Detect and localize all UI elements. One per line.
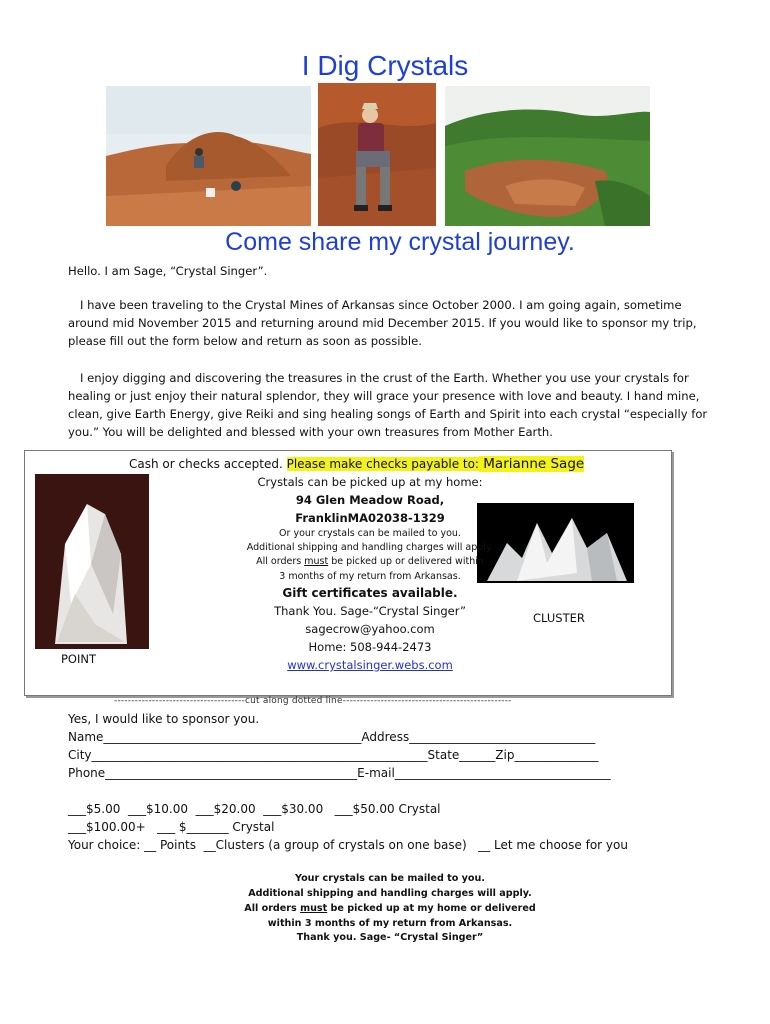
footer-line4: within 3 months of my return from Arkansas. (267, 918, 513, 929)
mail-line4: 3 months of my return from Arkansas. (279, 571, 461, 582)
greeting-text: Hello. I am Sage, “Crystal Singer”. (68, 264, 268, 278)
cash-text: Cash or checks accepted. (129, 457, 283, 471)
mail-line3: All orders must be picked up or delivered within (256, 556, 484, 567)
sage-portrait-photo (318, 83, 436, 226)
payment-line (129, 456, 584, 472)
form-name-address-line[interactable]: Name___________________________________________Address_______________________________ (68, 730, 596, 744)
mail-line1: Or your crystals can be mailed to you. (279, 528, 461, 539)
info-box (24, 450, 672, 696)
page-subtitle: Come share my crystal journey. (225, 228, 575, 256)
point-crystal-photo (35, 474, 149, 649)
cut-line: --------------------------------------cut along dotted line------------------------------------------------- (114, 696, 512, 706)
form-amounts-line1[interactable]: ___$5.00 ___$10.00 ___$20.00 ___$30.00 ___$50.00 Crystal (68, 802, 441, 816)
footer-line1: Your crystals can be mailed to you. (295, 873, 485, 884)
paragraph-trip: I have been traveling to the Crystal Mines of Arkansas since October 2000. I am going again, sometime around mid November 2015 and returning around mid December 2015. If you would like to sponsor my trip, please fill out the form below and return as soon as possible. (68, 298, 697, 348)
form-intro: Yes, I would like to sponsor you. (68, 712, 260, 726)
payee-name: Marianne Sage (483, 456, 585, 472)
address-line1: 94 Glen Meadow Road, (295, 493, 445, 507)
form-city-state-zip-line[interactable]: City________________________________________________________State______Zip______________ (68, 748, 599, 762)
landscape-photo (445, 86, 650, 226)
cluster-label: CLUSTER (533, 611, 585, 625)
email-text: sagecrow@yahoo.com (305, 622, 435, 636)
footer-line5: Thank you. Sage- “Crystal Singer” (296, 932, 484, 943)
paragraph-enjoy: I enjoy digging and discovering the treasures in the crust of the Earth. Whether you use your crystals for healing or just enjoy their natural splendor, they will grace your presence with love and beauty. I hand mine, clean, give Earth Energy, give Reiki and sing healing songs of Earth and Spirit into each crystal “especially for you.” You will be delighted and blessed with your own treasures from Mother Earth. (68, 371, 708, 439)
website-link[interactable]: www.crystalsinger.webs.com (287, 658, 453, 672)
pickup-text: Crystals can be picked up at my home: (257, 475, 483, 489)
form-phone-email-line[interactable]: Phone__________________________________________E-mail____________________________________ (68, 766, 611, 780)
payable-text: Please make checks payable to: (286, 457, 479, 471)
form-amounts-line2[interactable]: ___$100.00+ ___ $_______ Crystal (68, 820, 275, 834)
phone-text: Home: 508-944-2473 (308, 640, 432, 654)
page-title: I Dig Crystals (301, 50, 469, 81)
footer-line3: All orders must be picked up at my home or delivered (244, 903, 536, 914)
footer-line2: Additional shipping and handling charges will apply. (248, 888, 532, 899)
gift-certificates: Gift certificates available. (282, 586, 458, 600)
mine-dig-photo (106, 86, 311, 226)
address-line2: FranklinMA02038-1329 (295, 511, 445, 525)
mail-line2: Additional shipping and handling charges will apply. (246, 542, 494, 553)
form-choice-line[interactable]: Your choice: __ Points __Clusters (a group of crystals on one base) __ Let me choose for you (68, 838, 628, 852)
point-label: POINT (61, 652, 97, 666)
thanks-text: Thank You. Sage-“Crystal Singer” (274, 604, 466, 618)
